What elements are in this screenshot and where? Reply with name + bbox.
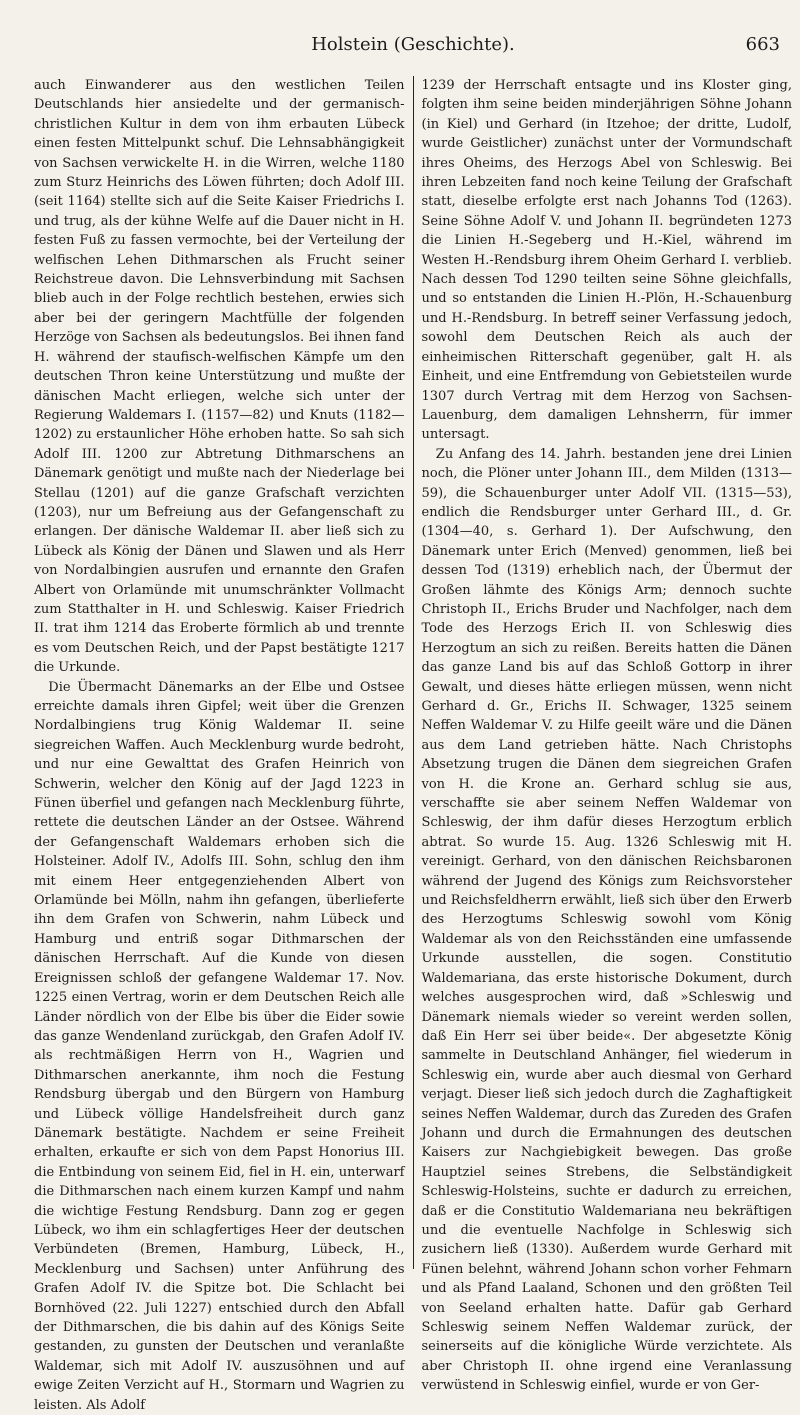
paragraph: 1239 der Herrschaft entsagte und ins Kloster ging, folgten ihm seine beiden minderjährigen Söhne Johann (in Kiel) und Gerhard (in Itzehoe; der dritte, Ludolf, wurde Geistlicher) zunächst unter der Vormundschaft ihres Oheims, des Herzogs Abel von Schleswig. Bei ihren Lebzeiten fand noch keine Teilung der Grafschaft statt, dieselbe erfolgte erst nach Johanns Tod (1263). Seine Söhne Adolf V. und Johann II. begründeten 1273 die Linien H.-Segeberg und H.-Kiel, während im Westen H.-Rendsburg ihrem Oheim Gerhard I. verblieb. Nach dessen Tod 1290 teilten seine Söhne gleichfalls, und so entstanden die Linien H.-Plön, H.-Schauenburg und H.-Rendsburg. In betreff seiner Verfassung jedoch, sowohl dem Deutschen Reich als auch der einheimischen Ritterschaft gegenüber, galt H. als Einheit, und eine Entfremdung von Gebietsteilen wurde 1307 durch Vertrag mit dem Herzog von Sachsen-Lauenburg, dem damaligen Lehnsherrn, für immer untersagt. xyxy=(421,78,792,443)
left-column xyxy=(34,76,413,1413)
page-number: 663 xyxy=(745,34,780,55)
paragraph: Zu Anfang des 14. Jahrh. bestanden jene drei Linien noch, die Plöner unter Johann III., dem Milden (1313—59), die Schauenburger unter Adolf VII. (1315—53), endlich die Rendsburger unter Gerhard III., d. Gr. (1304—40, s. Gerhard 1). Der Aufschwung, den Dänemark unter Erich (Menved) genommen, ließ bei dessen Tod (1319) erheblich nach, der Übermut der Großen lähmte des Königs Arm; dennoch suchte Christoph II., Erichs Bruder und Nachfolger, nach dem Tode des Herzogs Erich II. von Schleswig dies Herzogtum an sich zu reißen. Bereits hatten die Dänen das ganze Land bis auf das Schloß Gottorp in ihrer Gewalt, und dieses hätte erliegen müssen, wenn nicht Gerhard d. Gr., Erichs II. Schwager, 1325 seinem Neffen Waldemar V. zu Hilfe geeilt wäre und die Dänen aus dem Land getrieben hätte. Nach Christophs Absetzung trugen die Dänen dem siegreichen Grafen von H. die Krone an. Gerhard schlug sie aus, verschaffte sie aber seinem Neffen Waldemar von Schleswig, der ihm dafür dieses Herzogtum erblich abtrat. So wurde 15. Aug. 1326 Schleswig mit H. vereinigt. Gerhard, von den dänischen Reichsbaronen während der Jugend des Königs zum Reichsvorsteher und Reichsfeldherrn erwählt, ließ sich über den Erwerb des Herzogtums Schleswig sowohl vom König Waldemar als von den Reichsständen eine umfassende Urkunde ausstellen, die sogen. Constitutio Waldemariana, das erste historische Dokument, durch welches ausgesprochen wird, daß »Schleswig und Dänemark niemals wieder so vereint werden sollen, daß Ein Herr sei über beide«. Der abgesetzte König sammelte in Deutschland Anhänger, fiel wiederum in Schleswig ein, wurde aber auch diesmal von Gerhard verjagt. Dieser ließ sich jedoch durch die Zaghaftigkeit seines Neffen Waldemar, durch das Zureden des Grafen Johann und durch die Ermahnungen des deutschen Kaisers zur Nachgiebigkeit bewegen. Das große Hauptziel seines Strebens, die Selbständigkeit Schleswig-Holsteins, suchte er dadurch zu erreichen, daß er die Constitutio Waldemariana neu bekräftigen und die eventuelle Nachfolge in Schleswig sich zusichern ließ (1330). Außerdem wurde Gerhard mit Fünen belehnt, während Johann schon vorher Fehmarn und als Pfand Laaland, Schonen und den größten Teil von Seeland erhalten hatte. Dafür gab Gerhard Schleswig seinem Neffen Waldemar zurück, der seinerseits auf die königliche Würde verzichtete. Als aber Christoph II. ohne irgend eine Veranlassung verwüstend in Schleswig einfiel, wurde er von Ger- xyxy=(421,446,792,1394)
running-title: Holstein (Geschichte). xyxy=(311,34,515,55)
right-column xyxy=(414,76,793,1394)
paragraph: Die Übermacht Dänemarks an der Elbe und Ostsee erreichte damals ihren Gipfel; weit über die Grenzen Nordalbingiens trug König Waldemar II. seine siegreichen Waffen. Auch Mecklenburg wurde bedroht, und nur eine Gewalttat des Grafen Heinrich von Schwerin, welcher den König auf der Jagd 1223 in Fünen überfiel und gefangen nach Mecklenburg führte, rettete die deutschen Länder an der Ostsee. Während der Gefangenschaft Waldemars erhoben sich die Holsteiner. Adolf IV., Adolfs III. Sohn, schlug den ihm mit einem Heer entgegenziehenden Albert von Orlamünde bei Mölln, nahm ihn gefangen, überlieferte ihn dem Grafen von Schwerin, nahm Lübeck und Hamburg und entriß sogar Dithmarschen der dänischen Herrschaft. Auf die Kunde von diesen Ereignissen schloß der gefangene Waldemar 17. Nov. 1225 einen Vertrag, worin er dem Deutschen Reich alle Länder nördlich von der Elbe bis über die Eider sowie das ganze Wendenland zurückgab, den Grafen Adolf IV. als rechtmäßigen Herrn von H., Wagrien und Dithmarschen anerkannte, ihm noch die Festung Rendsburg übergab und den Bürgern von Hamburg und Lübeck völlige Handelsfreiheit durch ganz Dänemark bestätigte. Nachdem er seine Freiheit erhalten, erkaufte er sich von dem Papst Honorius III. die Entbindung von seinem Eid, fiel in H. ein, unterwarf die Dithmarschen nach einem kurzen Kampf und nahm die wichtige Festung Rendsburg. Dann zog er gegen Lübeck, wo ihm ein schlagfertiges Heer der deutschen Verbündeten (Bremen, Hamburg, Lübeck, H., Mecklenburg und Sachsen) unter Anführung des Grafen Adolf IV. die Spitze bot. Die Schlacht bei Bornhöved (22. Juli 1227) entschied durch den Abfall der Dithmarschen, die bis dahin auf des Königs Seite gestanden, zu gunsten der Deutschen und veranlaßte Waldemar, sich mit Adolf IV. auszusöhnen und auf ewige Zeiten Verzicht auf H., Stormarn und Wagrien zu leisten. Als Adolf xyxy=(34,679,405,1413)
page-header xyxy=(34,0,792,62)
text-columns xyxy=(34,76,792,1413)
paragraph: auch Einwanderer aus den westlichen Teilen Deutschlands hier ansiedelte und der germanisch-christlichen Kultur in dem von ihm erbauten Lübeck einen festen Mittelpunkt schuf. Die Lehnsabhängigkeit von Sachsen verwickelte H. in die Wirren, welche 1180 zum Sturz Heinrichs des Löwen führten; doch Adolf III. (seit 1164) stellte sich auf die Seite Kaiser Friedrichs I. und trug, als der kühne Welfe auf die Dauer nicht in H. festen Fuß zu fassen vermochte, bei der Verteilung der welfischen Lehen Dithmarschen als Frucht seiner Reichstreue davon. Die Lehnsverbindung mit Sachsen blieb auch in der Folge rechtlich bestehen, erwies sich aber bei der geringern Machtfülle der folgenden Herzöge von Sachsen als bedeutungslos. Bei ihnen fand H. während der staufisch-welfischen Kämpfe um den deutschen Thron keine Unterstützung und mußte der dänischen Macht erliegen, welche sich unter der Regierung Waldemars I. (1157—82) und Knuts (1182—1202) zu erstaunlicher Höhe erhoben hatte. So sah sich Adolf III. 1200 zur Abtretung Dithmarschens an Dänemark genötigt und mußte nach der Niederlage bei Stellau (1201) auf die ganze Grafschaft verzichten (1203), nur um Befreiung aus der Gefangenschaft zu erlangen. Der dänische Waldemar II. aber ließ sich zu Lübeck als König der Dänen und Slawen und als Herr von Nordalbingien ausrufen und ernannte den Grafen Albert von Orlamünde mit unumschränkter Vollmacht zum Statthalter in H. und Schleswig. Kaiser Friedrich II. trat ihm 1214 das Eroberte förmlich ab und trennte es vom Deutschen Reich, und der Papst bestätigte 1217 die Urkunde. xyxy=(34,78,405,676)
